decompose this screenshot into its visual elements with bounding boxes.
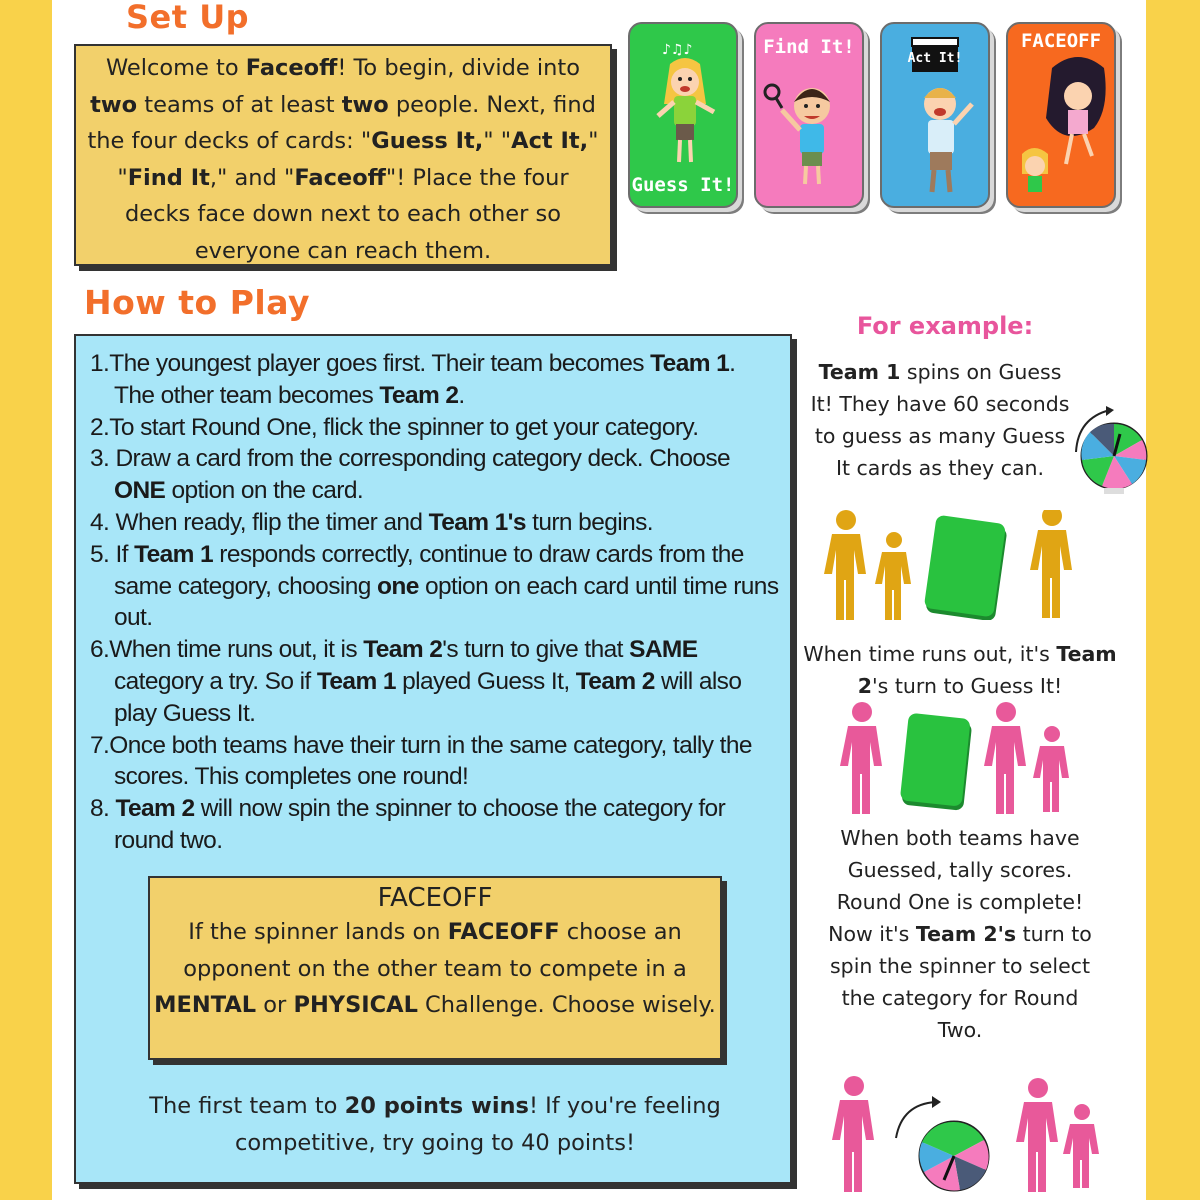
team2-with-spinner <box>820 1076 1100 1200</box>
text-run: Team 1 <box>818 360 901 384</box>
text-run: turn to spin the spinner to select the category for Round Two. <box>830 922 1092 1042</box>
text-run: Team 2's <box>915 922 1017 946</box>
find-it-label: Find It! <box>763 36 855 58</box>
text-run: two <box>90 91 138 118</box>
text-run: 's turn to Guess It! <box>872 674 1063 698</box>
text-run: . <box>458 381 465 409</box>
text-run: " " <box>483 128 512 154</box>
step-7 <box>90 730 780 794</box>
step-1 <box>90 348 780 412</box>
setup-instructions <box>74 44 612 266</box>
text-run: 5. If <box>90 540 135 568</box>
step-4 <box>90 507 780 539</box>
text-run: spins on Guess It! They have 60 seconds to guess as many Guess It cards as they can. <box>810 360 1070 480</box>
text-run: Act It, <box>511 128 589 154</box>
text-run: ! If you're feeling competitive, try going to 40 points! <box>235 1093 721 1156</box>
text-run: Team 1 <box>134 540 214 568</box>
text-run: Guess It, <box>371 128 484 154</box>
text-run: Faceoff <box>294 164 386 191</box>
step-8 <box>90 793 780 857</box>
text-run: . The other team becomes <box>114 350 736 409</box>
text-run: MENTAL <box>154 992 257 1018</box>
find-it-character <box>756 24 864 208</box>
text-run: Team 2 <box>379 381 459 409</box>
step-3 <box>90 443 780 507</box>
text-run: "! Place the four decks face down next to each other so everyone can reach them. <box>124 164 569 264</box>
text-run: 2.To start Round One, flick the spinner to get your category. <box>90 413 699 441</box>
text-run: played Guess It, <box>395 667 576 695</box>
setup-text <box>87 55 598 264</box>
text-run: FACEOFF <box>447 919 560 945</box>
text-run: two <box>341 91 389 118</box>
guess-it-card <box>628 22 738 208</box>
text-run: 1.The youngest player goes first. Their team becomes <box>90 350 651 377</box>
how-to-play-box <box>74 334 792 1184</box>
team1-with-card <box>820 510 1090 620</box>
text-run: Team 1's <box>428 508 526 536</box>
setup-heading: Set Up <box>126 0 250 36</box>
rules-page <box>52 0 1146 1200</box>
faceoff-rule-box <box>148 876 722 1060</box>
step-6 <box>90 634 780 729</box>
text-run: SAME <box>629 636 698 664</box>
text-run: responds correctly, continue to draw cards from the same category, choosing <box>114 540 744 600</box>
text-run: teams of at least <box>137 91 342 118</box>
text-run: 8. <box>90 795 116 823</box>
text-run: 's turn to give that <box>442 636 630 664</box>
act-it-label: Act It! <box>907 51 963 66</box>
text-run: category a try. So if <box>114 667 317 695</box>
text-run: 7.Once both teams have their turn in the same category, tally the scores. This completes one round! <box>90 731 752 791</box>
text-run: 20 points wins <box>344 1093 529 1119</box>
text-run: option on the card. <box>165 477 364 505</box>
example-step-3 <box>820 822 1100 1046</box>
act-it-card <box>880 22 990 208</box>
faceoff-rule-text <box>150 914 720 1024</box>
text-run: Team 2 <box>363 636 443 664</box>
text-run: Team 2 <box>857 642 1117 698</box>
text-run: Welcome to <box>105 55 246 81</box>
text-run: When both teams have Guessed, tally scores. Round One is complete! Now it's <box>828 826 1084 946</box>
steps-list <box>90 348 780 857</box>
how-to-play-heading: How to Play <box>84 283 310 322</box>
example-step-1 <box>808 356 1072 484</box>
text-run: Team 2 <box>115 795 195 823</box>
step-2 <box>90 412 780 444</box>
text-run: When time runs out, it's <box>803 642 1057 666</box>
faceoff-card-label: FACEOFF <box>1020 30 1102 52</box>
text-run: 4. When ready, flip the timer and <box>90 508 429 536</box>
text-run: If the spinner lands on <box>188 919 448 945</box>
faceoff-rule-title: FACEOFF <box>377 883 493 913</box>
team2-with-card <box>828 702 1098 816</box>
guess-it-label: Guess It! <box>631 174 735 196</box>
example-heading: For example: <box>856 312 1034 340</box>
find-it-card <box>754 22 864 208</box>
faceoff-card <box>1006 22 1116 208</box>
text-run: Team 2 <box>575 667 655 695</box>
text-run: or <box>256 992 294 1018</box>
text-run: The first team to <box>149 1093 345 1119</box>
faceoff-characters <box>1008 24 1116 208</box>
text-run: ONE <box>114 477 166 505</box>
text-run: people. Next, find the four decks of cards: " <box>87 91 596 154</box>
step-5 <box>90 539 780 634</box>
example-step-2 <box>800 638 1120 702</box>
winning-condition <box>106 1088 764 1162</box>
text-run: PHYSICAL <box>293 992 418 1018</box>
text-run: one <box>376 572 419 600</box>
text-run: Challenge. Choose wisely. <box>417 992 716 1018</box>
text-run: 3. Draw a card from the corresponding category deck. Choose <box>90 445 731 473</box>
svg-text:♪♫♪: ♪♫♪ <box>662 42 693 58</box>
text-run: turn begins. <box>525 508 653 536</box>
text-run: Find It <box>127 164 210 191</box>
text-run: will also play Guess It. <box>114 667 742 727</box>
text-run: will now spin the spinner to choose the category for round two. <box>114 795 726 854</box>
spinner-icon <box>1062 402 1152 502</box>
text-run: ! To begin, divide into <box>337 55 581 81</box>
text-run: option on each card until time runs out. <box>114 572 779 632</box>
text-run: 6.When time runs out, it is <box>90 636 364 664</box>
text-run: Faceoff <box>245 55 338 81</box>
text-run: ," and " <box>209 164 295 191</box>
text-run: Team 1 <box>650 350 730 377</box>
text-run: choose an opponent on the other team to compete in a <box>183 919 687 982</box>
text-run: Team 1 <box>316 667 396 695</box>
example-column <box>800 310 1140 1200</box>
text-run: " " <box>117 128 599 191</box>
